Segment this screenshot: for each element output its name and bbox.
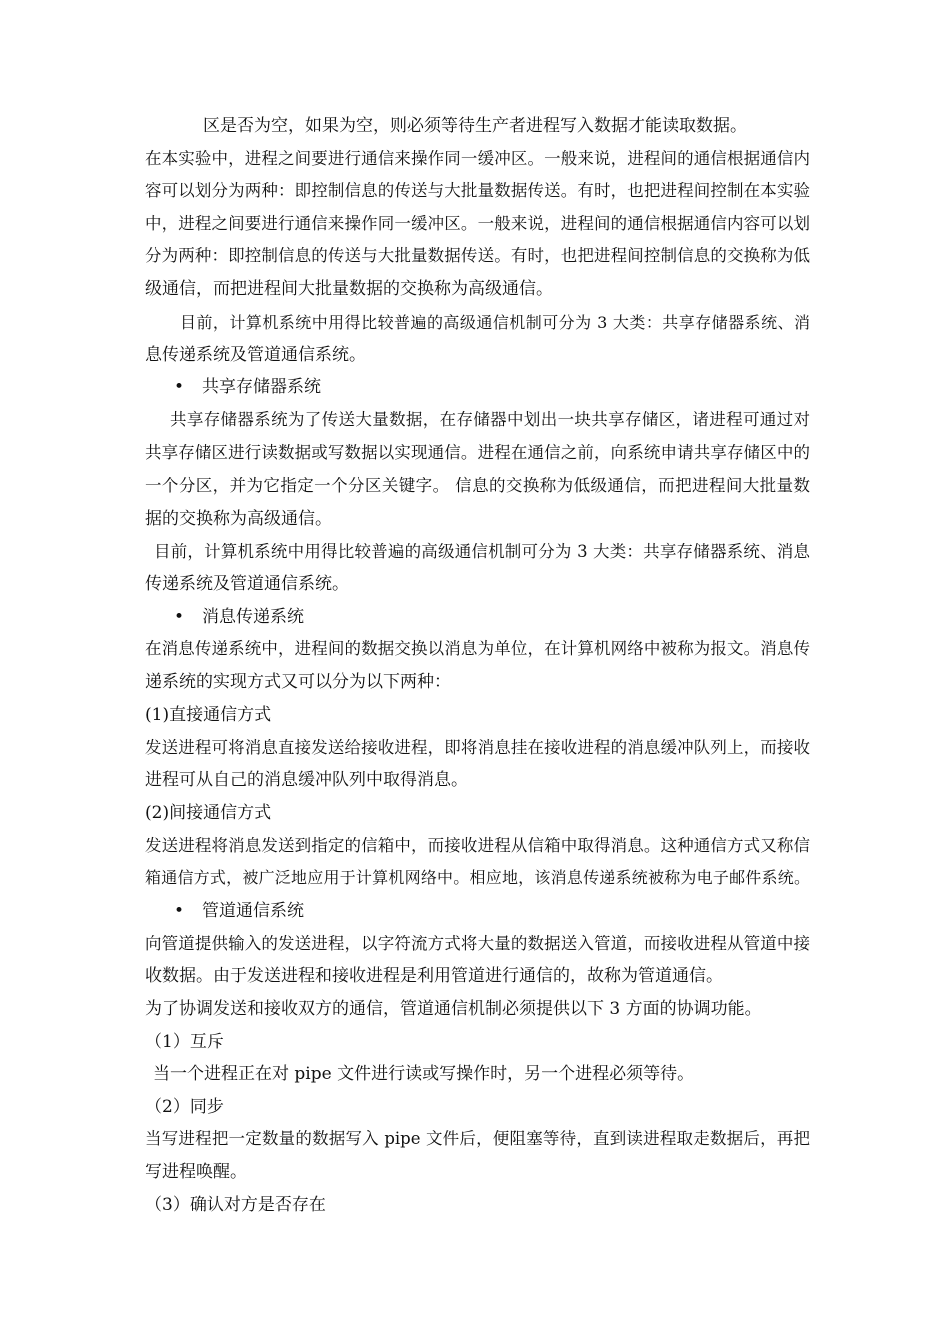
paragraph-line: 当写进程把一定数量的数据写入 pipe 文件后，便阻塞等待，直到读进程取走数据后，再把 <box>145 1129 810 1148</box>
paragraph-line: 收数据。由于发送进程和接收进程是利用管道进行通信的，故称为管道通信。 <box>145 966 723 986</box>
bullet-item <box>0 601 950 633</box>
paragraph-line: 分为两种：即控制信息的传送与大批量数据传送。有时，也把进程间控制信息的交换称为低 <box>145 246 810 265</box>
paragraph-line: 发送进程将消息发送到指定的信箱中，而接收进程从信箱中取得消息。这种通信方式又称信 <box>145 836 810 855</box>
subheading: (2)间接通信方式 <box>145 803 272 823</box>
bullet-item <box>0 371 950 403</box>
section-heading: 管道通信系统 <box>202 901 304 921</box>
paragraph-line: 传递系统及管道通信系统。 <box>145 574 349 594</box>
bullet-icon: • <box>174 901 185 921</box>
bullet-icon: • <box>174 377 185 397</box>
paragraph-line: 息传递系统及管道通信系统。 <box>145 345 366 365</box>
paragraph-line: 在消息传递系统中，进程间的数据交换以消息为单位，在计算机网络中被称为报文。消息传 <box>145 639 810 658</box>
paragraph-line: 在本实验中，进程之间要进行通信来操作同一缓冲区。一般来说，进程间的通信根据通信内 <box>145 149 810 168</box>
paragraph-line: 中，进程之间要进行通信来操作同一缓冲区。一般来说，进程间的通信根据通信内容可以划 <box>145 214 810 233</box>
paragraph-line: 区是否为空，如果为空，则必须等待生产者进程写入数据才能读取数据。 <box>203 116 747 136</box>
paragraph-line: 容可以划分为两种：即控制信息的传送与大批量数据传送。有时，也把进程间控制在本实验 <box>145 181 810 200</box>
subheading: （2）同步 <box>145 1097 224 1117</box>
paragraph-line: 据的交换称为高级通信。 <box>145 509 332 529</box>
paragraph-line: 箱通信方式，被广泛地应用于计算机网络中。相应地，该消息传递系统被称为电子邮件系统。 <box>145 868 810 887</box>
paragraph-line: 向管道提供输入的发送进程，以字符流方式将大量的数据送入管道，而接收进程从管道中接 <box>145 934 810 953</box>
paragraph-line: 发送进程可将消息直接发送给接收进程，即将消息挂在接收进程的消息缓冲队列上，而接收 <box>145 738 810 757</box>
subheading: (1)直接通信方式 <box>145 705 272 725</box>
paragraph-line: 共享存储区进行读数据或写数据以实现通信。进程在通信之前，向系统申请共享存储区中的 <box>145 443 810 462</box>
bullet-icon: • <box>174 607 185 627</box>
section-heading: 消息传递系统 <box>202 607 304 627</box>
bullet-item <box>0 895 950 927</box>
paragraph-line: 写进程唤醒。 <box>145 1162 247 1182</box>
paragraph-line: 共享存储器系统为了传送大量数据，在存储器中划出一块共享存储区，诸进程可通过对 <box>170 410 810 429</box>
paragraph-line: 递系统的实现方式又可以分为以下两种： <box>145 672 451 692</box>
paragraph-line: 级通信，而把进程间大批量数据的交换称为高级通信。 <box>145 279 553 299</box>
section-heading: 共享存储器系统 <box>202 377 321 397</box>
subheading: （1）互斥 <box>145 1032 224 1052</box>
paragraph-line: 目前，计算机系统中用得比较普遍的高级通信机制可分为 3 大类：共享存储器系统、消息 <box>154 542 810 561</box>
paragraph-line: 为了协调发送和接收双方的通信，管道通信机制必须提供以下 3 方面的协调功能。 <box>145 999 762 1019</box>
subheading: （3）确认对方是否存在 <box>145 1195 326 1215</box>
paragraph-line: 当一个进程正在对 pipe 文件进行读或写操作时，另一个进程必须等待。 <box>153 1064 695 1084</box>
paragraph-line: 进程可从自己的消息缓冲队列中取得消息。 <box>145 770 468 790</box>
paragraph-line: 一个分区，并为它指定一个分区关键字。 信息的交换称为低级通信，而把进程间大批量数 <box>145 476 810 495</box>
paragraph-line: 目前，计算机系统中用得比较普遍的高级通信机制可分为 3 大类：共享存储器系统、消 <box>180 313 810 332</box>
